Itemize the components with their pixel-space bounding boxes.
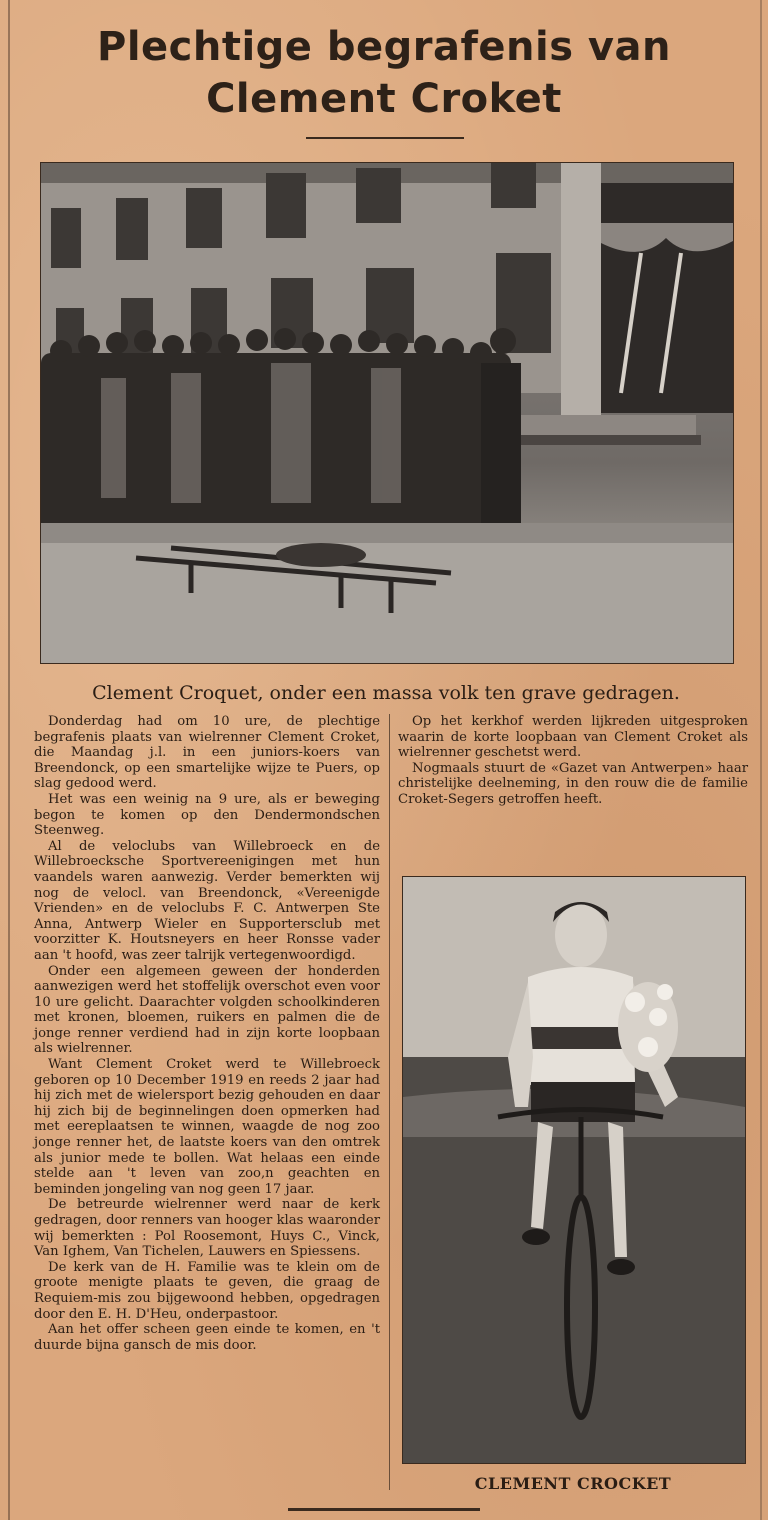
portrait-caption: CLEMENT CROCKET — [474, 1474, 672, 1493]
article-column-2 — [398, 714, 748, 808]
paragraph: De kerk van de H. Familie was te klein om de groote menigte plaats te geven, die graag de Requiem-mis zou bijgewoond hebben, opgedragen door den E. H. D'Heu, onderpastoor. — [34, 1259, 380, 1322]
paragraph: Donderdag had om 10 ure, de plechtige begrafenis plaats van wielrenner Clement Croket, die Maandag j.l. in een juniors-koers van Breendonck, op een smartelijke wijze te Puers, op slag gedood werd. — [34, 714, 380, 792]
paragraph: Aan het offer scheen geen einde te komen, en 't duurde bijna gansch de mis door. — [34, 1322, 380, 1353]
paragraph: Al de veloclubs van Willebroeck en de Willebroecksche Sportvereenigingen met hun vaandels waren aanwezig. Verder bemerkten wij nog de velocl. van Breendonck, «Vereenigde Vrienden» en de veloclubs F. C. Antwerpen Ste Anna, Antwerp Wieler en Supportersclub met voorzitter K. Houtsneyers en heer Ronsse vader aan 't hoofd, was zeer talrijk vertegenwoordigd. — [34, 838, 380, 963]
headline-line-1: Plechtige begrafenis van — [97, 24, 671, 70]
funeral-procession-photo — [40, 162, 734, 664]
paragraph: Onder een algemeen geween der honderden aanwezigen werd het stoffelijk overschot even voor 10 ure gelicht. Daarachter volgden schoolkinderen met kronen, bloemen, ruikers en palmen die de jonge renner verdiend had in zijn korte loopbaan als wielrenner. — [34, 963, 380, 1057]
headline-line-2: Clement Croket — [206, 76, 562, 122]
photo-caption: Clement Croquet, onder een massa volk ten grave gedragen. — [92, 682, 680, 704]
paragraph: Het was een weinig na 9 ure, als er beweging begon te komen op den Dendermondschen Steenweg. — [34, 791, 380, 839]
bottom-rule — [288, 1508, 480, 1511]
article-column-1 — [34, 714, 380, 1353]
column-border-left — [8, 0, 10, 1520]
paragraph: Want Clement Croket werd te Willebroeck geboren op 10 December 1919 en reeds 2 jaar had hij zich met de wielersport bezig gehouden en daar hij zich bij de beginnelingen doen opmerken had met eereplaatsen te winnen, waagde de nog zoo jonge renner het, de laatste koers van den omtrek als junior mede te bollen. Wat helaas een einde stelde aan 't leven van zoo,n geachten en beminden jongeling van nog geen 17 jaar. — [34, 1057, 380, 1197]
cyclist-portrait-photo — [402, 876, 746, 1464]
headline-rule — [306, 137, 464, 139]
paragraph: Nogmaals stuurt de «Gazet van Antwerpen» haar christelijke deelneming, in den rouw die de familie Croket-Segers getroffen heeft. — [398, 760, 748, 807]
column-divider — [389, 714, 390, 1490]
paragraph: De betreurde wielrenner werd naar de kerk gedragen, door renners van hooger klas waaronder wij bemerkten : Pol Roosemont, Huys C., Vinck, Van Ighem, Van Tichelen, Lauwers en Spiessens. — [34, 1197, 380, 1260]
paragraph: Op het kerkhof werden lijkreden uitgesproken waarin de korte loopbaan van Clement Croket als wielrenner geschetst werd. — [398, 714, 748, 761]
column-border-right — [760, 0, 762, 1520]
